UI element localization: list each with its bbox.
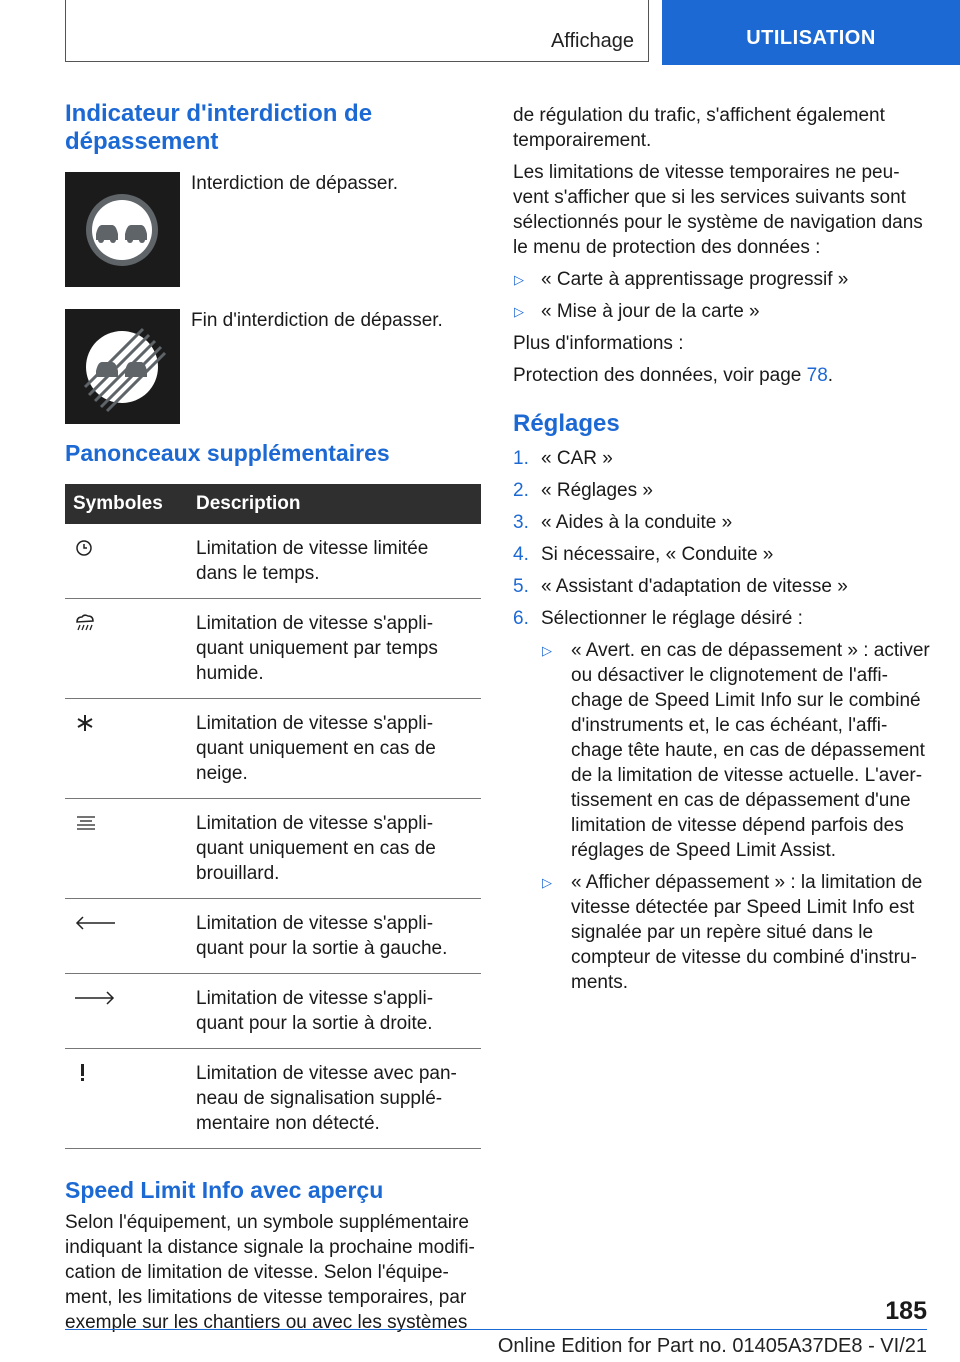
row-description: Limitation de vitesse limitée dans le temps.	[196, 524, 481, 599]
snowflake-icon	[73, 713, 103, 733]
table-row	[65, 524, 481, 599]
row-description: Limitation de vitesse s'appli‐quant pour la sortie à gauche.	[196, 899, 481, 974]
paragraph-2: Les limitations de vitesse temporaires ne peu‐vent s'afficher que si les services suivants sont sélectionnés pour le système de navigation dans le menu de protection des données :	[513, 162, 923, 258]
triangle-bullet-icon: ▷	[514, 272, 524, 287]
header-bar	[65, 0, 649, 62]
edition-text: Online Edition for Part no. 01405A37DE8 - VI/21	[497, 1335, 927, 1357]
row-description: Limitation de vitesse s'appli‐quant uniquement en cas de neige.	[196, 699, 481, 799]
step-item: 4. Si nécessaire, « Conduite »	[513, 544, 774, 565]
sign-row-no-overtaking	[65, 172, 481, 288]
heading-preview: Speed Limit Info avec aperçu	[65, 1177, 384, 1203]
table-row	[65, 1049, 481, 1149]
list-item: ▷ « Avert. en cas de dépassement » : activer ou désactiver le clignotement de l'affi‐chage de Speed Limit Info sur le combiné d'instruments et, le cas échéant, l'affi‐chage tête haute, en cas de dépassement de la limitation de vitesse actuelle. L'aver‐tissement en cas de dépassement d'une limitation de vitesse dépend parfois des réglages de Speed Limit Assist.	[542, 640, 930, 861]
section-title: Affichage	[550, 30, 634, 52]
list-item: ▷ « Mise à jour de la carte »	[514, 301, 760, 322]
symbols-table	[65, 484, 481, 1149]
paragraph-1: de régulation du trafic, s'affichent également temporairement.	[513, 105, 885, 151]
row-description: Limitation de vitesse s'appli‐quant pour la sortie à droite.	[196, 974, 481, 1049]
step-item: 3. « Aides à la conduite »	[513, 512, 733, 533]
chapter-tab: UTILISATION	[662, 0, 960, 65]
sign1-text: Interdiction de dépasser.	[191, 173, 399, 194]
option-list	[541, 638, 933, 995]
triangle-bullet-icon: ▷	[514, 304, 524, 319]
exclamation-icon	[73, 1063, 103, 1083]
arrow-left-icon	[73, 913, 117, 933]
row-description: Limitation de vitesse avec pan‐neau de signalisation supplé‐mentaire non détecté.	[196, 1049, 481, 1149]
col-description-header: Description	[196, 484, 481, 524]
left-column	[65, 100, 481, 1335]
row-description: Limitation de vitesse s'appli‐quant uniquement par temps humide.	[196, 599, 481, 699]
table-row	[65, 899, 481, 974]
arrow-right-icon	[73, 988, 117, 1008]
row-description: Limitation de vitesse s'appli‐quant uniquement en cas de brouillard.	[196, 799, 481, 899]
table-row	[65, 974, 481, 1049]
no-overtaking-sign-icon	[65, 172, 180, 287]
page-number: 185	[885, 1297, 927, 1325]
fog-icon	[73, 813, 103, 833]
list-item: ▷ « Carte à apprentissage progressif »	[514, 269, 849, 290]
table-header-row	[65, 484, 481, 524]
table-row	[65, 799, 481, 899]
step-item: 1. « CAR »	[513, 448, 613, 469]
table-row	[65, 599, 481, 699]
page-link[interactable]: 78	[806, 365, 828, 386]
triangle-bullet-icon: ▷	[542, 875, 552, 890]
preview-paragraph: Selon l'équipement, un symbole supplémentaire indiquant la distance signale la prochaine modifi‐cation de limitation de vitesse. Selon l'équipe‐ment, les limitations de vitesse temporaires, par exemple sur les chantiers ou avec les systèmes	[65, 1212, 475, 1333]
step-item: 6. Sélectionner le réglage désiré : ▷ « Avert. en cas de dépassement » : activer ou désactiver le clignotement de l'affi‐chage de Speed Limit Info sur le combiné d'instruments et, le cas échéant, l'affi‐chage tête haute, en cas de dépassement de la limitation de vitesse actuelle. L'aver‐tissement en cas de dépassement d'une limitation de vitesse dépend parfois des réglages de Speed Limit Assist. ▷ « Afficher dépassement » : la limitation de vitesse détectée par Speed Limit Info est signalée par un repère situé dans le compteur de vitesse du combiné d'instru‐ments.	[513, 606, 933, 995]
list-item: ▷ « Afficher dépassement » : la limitation de vitesse détectée par Speed Limit Info est signalée par un repère situé dans le compteur de vitesse du combiné d'instru‐ments.	[542, 872, 923, 993]
footer-divider	[65, 1329, 927, 1330]
triangle-bullet-icon: ▷	[542, 643, 552, 658]
services-list	[513, 267, 933, 324]
page-reference: Protection des données, voir page 78.	[513, 365, 834, 386]
settings-steps	[513, 446, 933, 995]
table-row	[65, 699, 481, 799]
rain-icon	[73, 613, 103, 633]
more-info: Plus d'informations :	[513, 333, 684, 354]
heading-plates: Panonceaux supplémentaires	[65, 440, 390, 466]
col-symbols-header: Symboles	[65, 484, 196, 524]
heading-settings: Réglages	[513, 410, 620, 437]
step-item: 2. « Réglages »	[513, 480, 653, 501]
right-column	[513, 103, 933, 1002]
heading-overtake: Indicateur d'interdiction de dépassement	[65, 100, 373, 155]
clock-icon	[73, 538, 103, 558]
end-no-overtaking-sign-icon	[65, 309, 180, 424]
sign-row-end-no-overtaking	[65, 309, 481, 425]
sign2-text: Fin d'interdiction de dépasser.	[191, 310, 443, 331]
step-item: 5. « Assistant d'adaptation de vitesse »	[513, 576, 848, 597]
